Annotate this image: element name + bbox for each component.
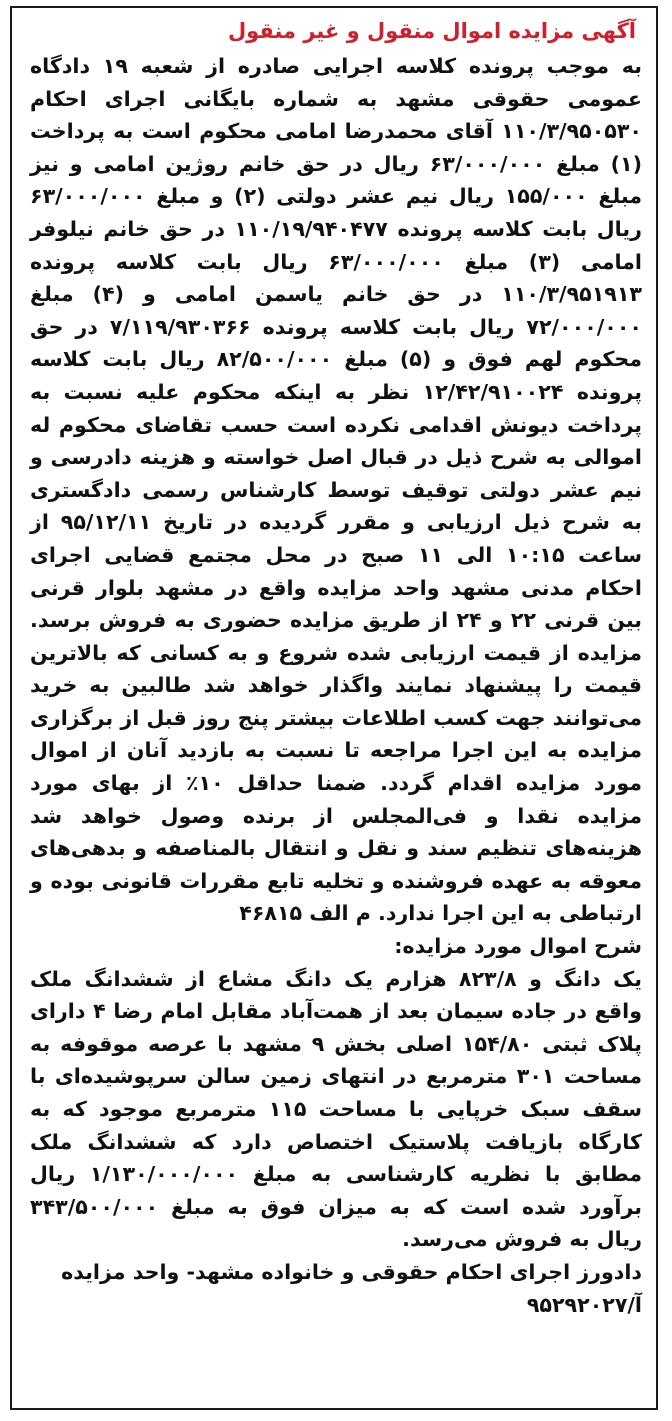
notice-code: آ/۹۵۲۹۲۰۲۷ [526,1292,642,1317]
notice-body: به موجب پرونده کلاسه اجرایی صادره از شعبه ۱۹ دادگاه عمومی حقوقی مشهد به شماره بایگانی اجرای احکام ۱۱۰/۳/۹۵۰۵۳۰ آقای محمدرضا امامی محکوم است به پرداخت (۱) مبلغ ۶۳/۰۰۰/۰۰۰ ریال در حق خانم روژین امامی و نیز مبلغ ۱۵۵/۰۰۰ ریال نیم عشر دولتی (۲) و مبلغ ۶۳/۰۰۰/۰۰۰ ریال بابت کلاسه پرونده ۱۱۰/۱۹/۹۴۰۴۷۷ در حق خانم نیلوفر امامی (۳) مبلغ ۶۳/۰۰۰/۰۰۰ ریال بابت کلاسه پرونده ۱۱۰/۳/۹۵۱۹۱۳ در حق خانم یاسمن امامی و (۴) مبلغ ۷۲/۰۰۰/۰۰۰ ریال بابت کلاسه پرونده ۷/۱۱۹/۹۳۰۳۶۶ در حق محکوم لهم فوق و (۵) مبلغ ۸۲/۵۰۰/۰۰۰ ریال بابت کلاسه پرونده ۱۲/۴۲/۹۱۰۰۲۴ نظر به اینکه محکوم علیه نسبت به پرداخت دیونش اقدامی نکرده است حسب تقاضای محکوم له اموالی به شرح ذیل در قبال اصل خواسته و هزینه دادرسی و نیم عشر دولتی توقیف توسط کارشناس رسمی دادگستری به شرح ذیل ارزیابی و مقرر گردیده در تاریخ ۹۵/۱۲/۱۱ از ساعت ۱۰:۱۵ الی ۱۱ صبح در محل مجتمع قضایی اجرای احکام مدنی مشهد واحد مزایده واقع در مشهد بلوار قرنی بین قرنی ۲۲ و ۲۴ از طریق مزایده حضوری به فروش برسد. مزایده از قیمت ارزیابی شده شروع و به کسانی که بالاترین قیمت را پیشنهاد نمایند واگذار خواهد شد طالبین به خرید می‌توانند جهت کسب اطلاعات بیشتر پنج روز قبل از برگزاری مزایده به این اجرا مراجعه تا نسبت به بازدید آنان از اموال مورد مزایده اقدام گردد. ضمنا حداقل ۱۰٪ از بهای مورد مزایده نقدا و فی‌المجلس از برنده وصول خواهد شد هزینه‌های تنظیم سند و نقل و انتقال بالمناصفه و بدهی‌های معوقه به عهده فروشنده و تخلیه تابع مقررات قانونی بوده و ارتباطی به این اجرا ندارد. م الف ۴۶۸۱۵ [30,54,643,926]
notice-title: آگهی مزایده اموال منقول و غیر منقول [227,19,636,43]
notice-signature: دادورز اجرای احکام حقوقی و خانواده مشهد- واحد مزایده [61,1259,642,1284]
notice-frame [10,6,658,1410]
property-heading: شرح اموال مورد مزایده: [394,934,642,959]
property-description: یک دانگ و ۸۲۳/۸ هزارم یک دانگ مشاع از ششدانگ ملک واقع در جاده سیمان بعد از همت‌آباد مقابل امام رضا ۴ دارای پلاک ثبتی ۱۵۴/۸۰ اصلی بخش ۹ مشهد با عرصه موقوفه به مساحت ۳۰۱ مترمربع در انتهای زمین سالن سرپوشیده‌ای با سقف سبک خرپایی با مساحت ۱۱۵ مترمربع موجود که به کارگاه بازیافت پلاستیک اختصاص دارد که ششدانگ ملک مطابق با نظریه کارشناسی به مبلغ ۱/۱۳۰/۰۰۰/۰۰۰ ریال برآورد شده است که به میزان فوق به مبلغ ۳۴۳/۵۰۰/۰۰۰ ریال به فروش می‌رسد. [30,966,643,1252]
notice-content [30,14,642,1402]
